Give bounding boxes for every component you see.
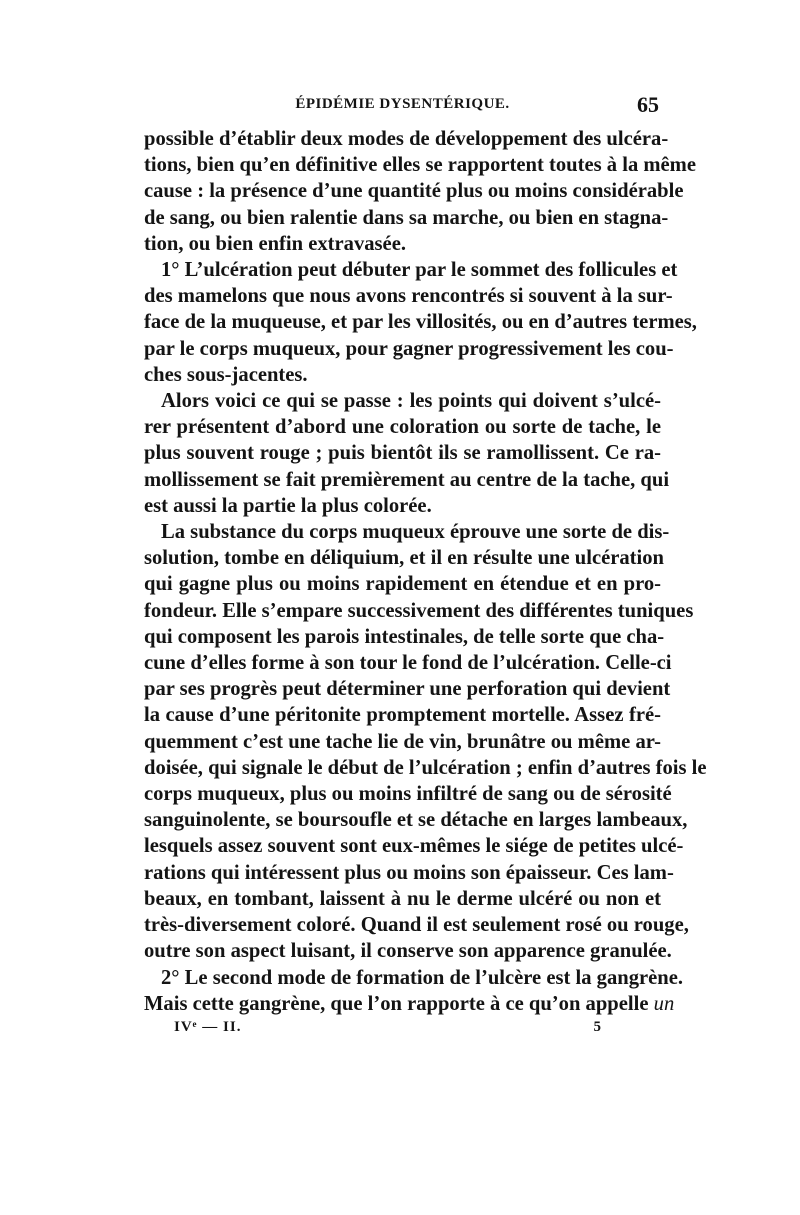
- page-footer: [144, 1019, 661, 1043]
- text-line: face de la muqueuse, et par les villosités, ou en d’autres termes,: [144, 311, 697, 334]
- text-line: corps muqueux, plus ou moins infiltré de sang ou de sérosité: [144, 783, 672, 806]
- text-line: par le corps muqueux, pour gagner progressivement les cou-: [144, 337, 674, 360]
- text-line: possible d’établir deux modes de développement des ulcéra-: [144, 128, 669, 150]
- text-line: qui composent les parois intestinales, de telle sorte que cha-: [144, 625, 665, 648]
- text-line: La substance du corps muqueux éprouve une sorte de dis-: [161, 521, 670, 544]
- book-page: [144, 92, 707, 1043]
- text-line: par ses progrès peut déterminer une perforation qui devient: [144, 678, 671, 701]
- italic-word: un: [653, 992, 675, 1015]
- text-line: quemment c’est une tache lie de vin, brunâtre ou même ar-: [144, 730, 661, 753]
- text-line: outre son aspect luisant, il conserve son apparence granulée.: [144, 940, 672, 963]
- text-line: très-diversement coloré. Quand il est seulement rosé ou rouge,: [144, 914, 689, 937]
- sheet-number: 5: [593, 1018, 601, 1035]
- text-line: la cause d’une péritonite promptement mortelle. Assez fré-: [144, 704, 661, 727]
- text-line: lesquels assez souvent sont eux-mêmes le siége de petites ulcé-: [144, 835, 684, 858]
- text-line-final-start: Mais cette gangrène, que l’on rapporte à ce qu’on appelle: [144, 992, 649, 1015]
- text-line: Alors voici ce qui se passe : les points qui doivent s’ulcé-: [161, 390, 661, 413]
- page-header: [144, 92, 661, 126]
- text-line: mollissement se fait premièrement au centre de la tache, qui: [144, 468, 670, 491]
- text-line: cause : la présence d’une quantité plus ou moins considérable: [144, 180, 684, 203]
- text-line: tions, bien qu’en définitive elles se rapportent toutes à la même: [144, 154, 696, 177]
- text-line: fondeur. Elle s’empare successivement des différentes tuniques: [144, 599, 694, 622]
- text-line: rations qui intéressent plus ou moins son épaisseur. Ces lam-: [144, 861, 674, 884]
- text-line: doisée, qui signale le début de l’ulcération ; enfin d’autres fois le: [144, 756, 707, 779]
- text-line: solution, tombe en déliquium, et il en résulte une ulcération: [144, 547, 664, 570]
- text-line: tion, ou bien enfin extravasée.: [144, 232, 406, 255]
- body-text: [144, 126, 707, 1017]
- text-line: beaux, en tombant, laissent à nu le derme ulcéré ou non et: [144, 887, 661, 910]
- text-line: est aussi la partie la plus colorée.: [144, 494, 432, 517]
- text-line: 2° Le second mode de formation de l’ulcère est la gangrène.: [161, 966, 684, 989]
- text-line: plus souvent rouge ; puis bientôt ils se ramollissent. Ce ra-: [144, 442, 661, 465]
- text-line: ches sous-jacentes.: [144, 363, 308, 386]
- text-line: des mamelons que nous avons rencontrés si souvent à la sur-: [144, 285, 673, 308]
- text-line: rer présentent d’abord une coloration ou sorte de tache, le: [144, 416, 661, 439]
- text-line-final: [144, 991, 675, 1017]
- running-title: ÉPIDÉMIE DYSENTÉRIQUE.: [295, 96, 510, 112]
- page-number: 65: [637, 92, 659, 117]
- signature-mark: IVᵉ — II.: [174, 1018, 242, 1035]
- text-line: de sang, ou bien ralentie dans sa marche, ou bien en stagna-: [144, 206, 669, 229]
- text-line: cune d’elles forme à son tour le fond de l’ulcération. Celle-ci: [144, 652, 672, 675]
- text-line: sanguinolente, se boursoufle et se détache en larges lambeaux,: [144, 809, 688, 832]
- text-line: 1° L’ulcération peut débuter par le sommet des follicules et: [161, 259, 678, 282]
- text-line: qui gagne plus ou moins rapidement en étendue et en pro-: [144, 573, 661, 596]
